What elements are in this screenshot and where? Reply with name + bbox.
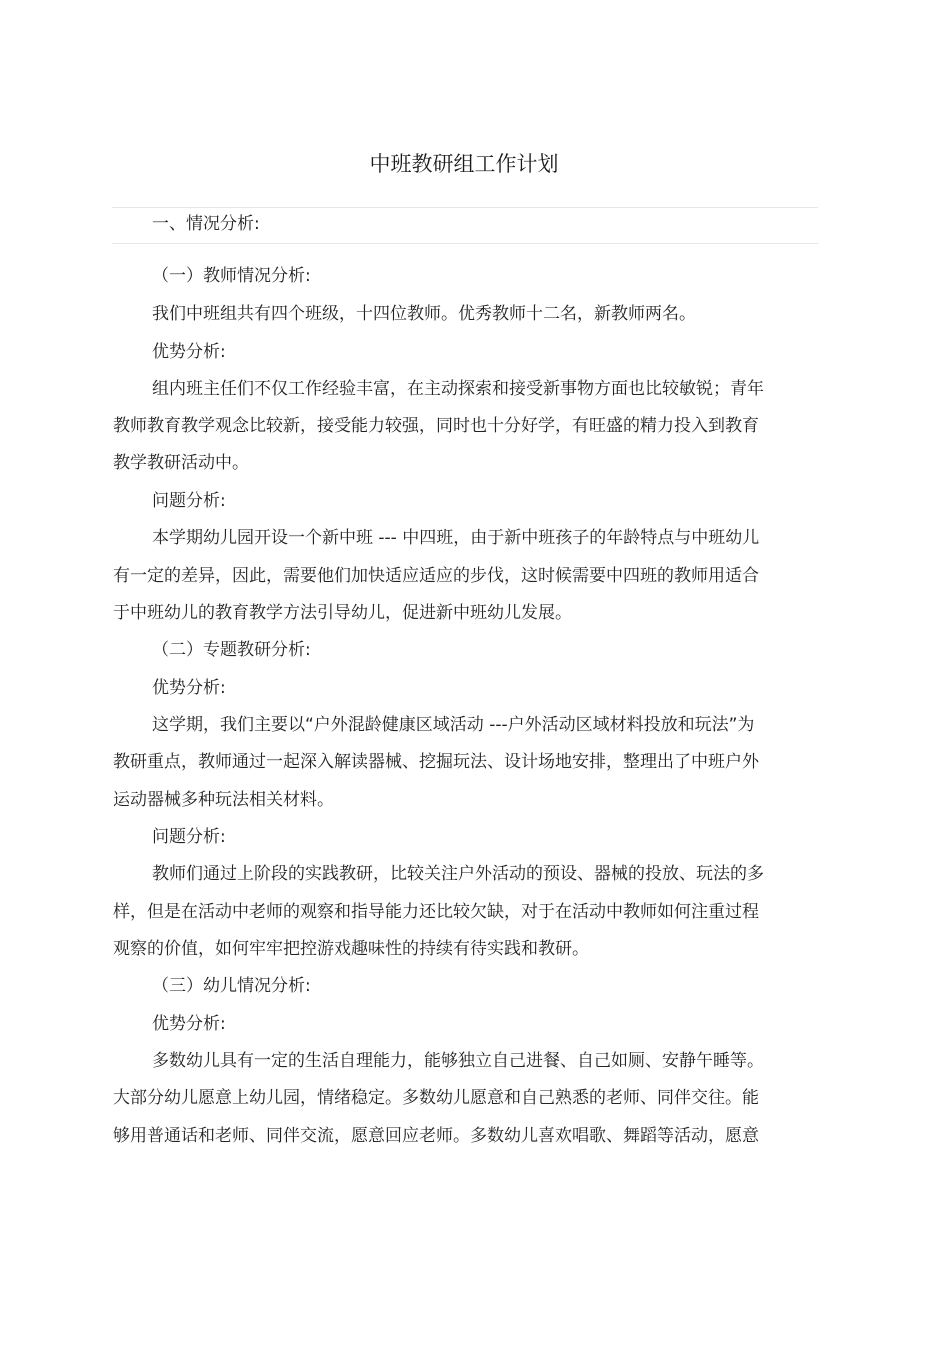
divider-bottom — [112, 243, 818, 244]
paragraph-line: 于中班幼儿的教育教学方法引导幼儿，促进新中班幼儿发展。 — [113, 603, 572, 623]
label-line: 问题分析: — [152, 491, 226, 511]
paragraph-line: 本学期幼儿园开设一个新中班 --- 中四班，由于新中班孩子的年龄特点与中班幼儿 — [152, 528, 760, 548]
label-line: 优势分析: — [152, 1014, 226, 1034]
paragraph-line: 观察的价值，如何牢牢把控游戏趣味性的持续有待实践和教研。 — [113, 939, 589, 959]
paragraph-line: 有一定的差异，因此，需要他们加快适应适应的步伐，这时候需要中四班的教师用适合 — [113, 566, 759, 586]
paragraph-line: 大部分幼儿愿意上幼儿园，情绪稳定。多数幼儿愿意和自己熟悉的老师、同伴交往。能 — [113, 1088, 759, 1108]
paragraph-line: 这学期，我们主要以“户外混龄健康区域活动 ---户外活动区域材料投放和玩法”为 — [152, 715, 755, 735]
subsection-heading: （二）专题教研分析: — [152, 640, 311, 660]
paragraph-line: 我们中班组共有四个班级，十四位教师。优秀教师十二名，新教师两名。 — [152, 304, 696, 324]
paragraph-line: 运动器械多种玩法相关材料。 — [113, 790, 334, 810]
paragraph-line: 教师们通过上阶段的实践教研，比较关注户外活动的预设、器械的投放、玩法的多 — [152, 864, 764, 884]
paragraph-line: 教研重点，教师通过一起深入解读器械、挖掘玩法、设计场地安排，整理出了中班户外 — [113, 752, 759, 772]
paragraph-line: 多数幼儿具有一定的生活自理能力，能够独立自己进餐、自己如厕、安静午睡等。 — [152, 1051, 764, 1071]
label-line: 优势分析: — [152, 678, 226, 698]
subsection-heading: （一）教师情况分析: — [152, 266, 311, 286]
document-title: 中班教研组工作计划 — [369, 152, 559, 176]
paragraph-line: 教师教育教学观念比较新，接受能力较强，同时也十分好学，有旺盛的精力投入到教育 — [113, 416, 759, 436]
paragraph-line: 教学教研活动中。 — [113, 453, 249, 473]
section-heading: 一、情况分析: — [152, 214, 260, 234]
divider-top — [112, 207, 818, 208]
subsection-heading: （三）幼儿情况分析: — [152, 976, 311, 996]
label-line: 优势分析: — [152, 342, 226, 362]
paragraph-line: 样，但是在活动中老师的观察和指导能力还比较欠缺，对于在活动中教师如何注重过程 — [113, 902, 759, 922]
paragraph-line: 组内班主任们不仅工作经验丰富，在主动探索和接受新事物方面也比较敏锐；青年 — [152, 379, 764, 399]
label-line: 问题分析: — [152, 827, 226, 847]
paragraph-line: 够用普通话和老师、同伴交流，愿意回应老师。多数幼儿喜欢唱歌、舞蹈等活动，愿意 — [113, 1126, 759, 1146]
